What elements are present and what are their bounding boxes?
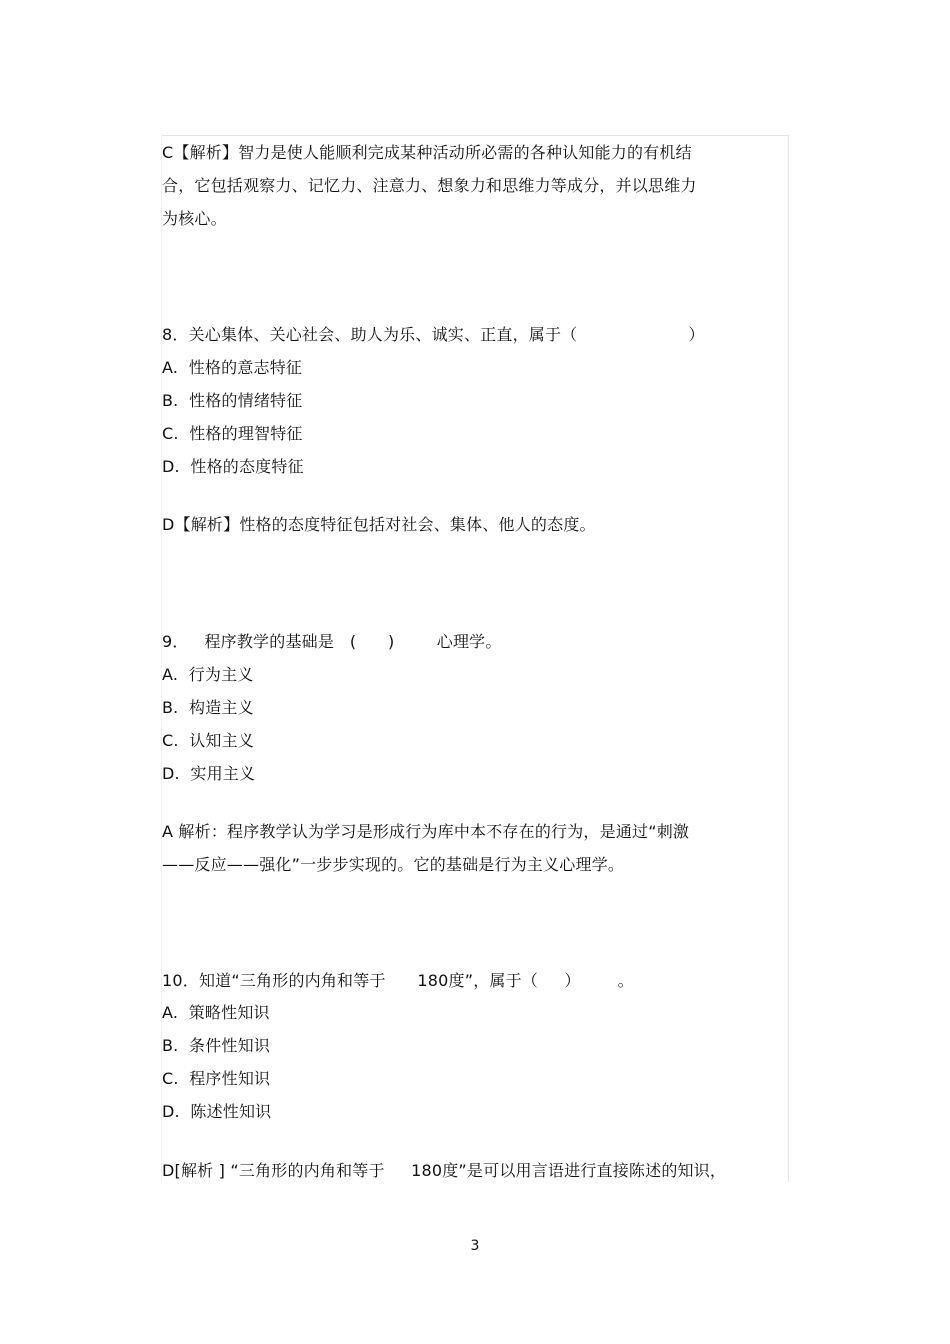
page-number: 3 bbox=[470, 1238, 480, 1254]
explanation-q9-line-2: ——反应——强化”一步步实现的。它的基础是行为主义心理学。 bbox=[162, 855, 625, 874]
question-10-stem: 10．知道“三角形的内角和等于 180度”，属于（ ） 。 bbox=[162, 971, 634, 990]
question-8-option-c: C. 性格的理智特征 bbox=[162, 424, 303, 443]
explanation-q7-line-3: 为核心。 bbox=[162, 209, 227, 228]
explanation-q8: D【解析】性格的态度特征包括对社会、集体、他人的态度。 bbox=[162, 515, 596, 534]
question-8-option-a: A. 性格的意志特征 bbox=[162, 358, 303, 377]
question-8-stem: 8．关心集体、关心社会、助人为乐、诚实、正直，属于（ ） bbox=[162, 325, 705, 344]
question-10-option-d: D. 陈述性知识 bbox=[162, 1102, 272, 1121]
page-frame bbox=[161, 135, 789, 1182]
question-10-option-a: A. 策略性知识 bbox=[162, 1003, 270, 1022]
explanation-q7-line-1: C【解析】智力是使人能顺利完成某种活动所必需的各种认知能力的有机结 bbox=[162, 143, 692, 162]
question-8-option-b: B. 性格的情绪特征 bbox=[162, 391, 303, 410]
question-8-option-d: D. 性格的态度特征 bbox=[162, 457, 304, 476]
question-9-stem: 9． 程序教学的基础是 ( ) 心理学。 bbox=[162, 632, 502, 651]
question-9-option-d: D. 实用主义 bbox=[162, 764, 256, 783]
explanation-q9-line-1: A 解析：程序教学认为学习是形成行为库中本不存在的行为，是通过“刺激 bbox=[162, 822, 690, 841]
question-9-option-b: B. 构造主义 bbox=[162, 698, 254, 717]
explanation-q7-line-2: 合，它包括观察力、记忆力、注意力、想象力和思维力等成分，并以思维力 bbox=[162, 176, 697, 195]
question-10-option-c: C. 程序性知识 bbox=[162, 1069, 271, 1088]
question-9-option-c: C. 认知主义 bbox=[162, 731, 255, 750]
question-9-option-a: A. 行为主义 bbox=[162, 665, 254, 684]
explanation-q10: D[解析 ] “三角形的内角和等于 180度”是可以用言语进行直接陈述的知识， bbox=[162, 1161, 727, 1180]
question-10-option-b: B. 条件性知识 bbox=[162, 1036, 271, 1055]
